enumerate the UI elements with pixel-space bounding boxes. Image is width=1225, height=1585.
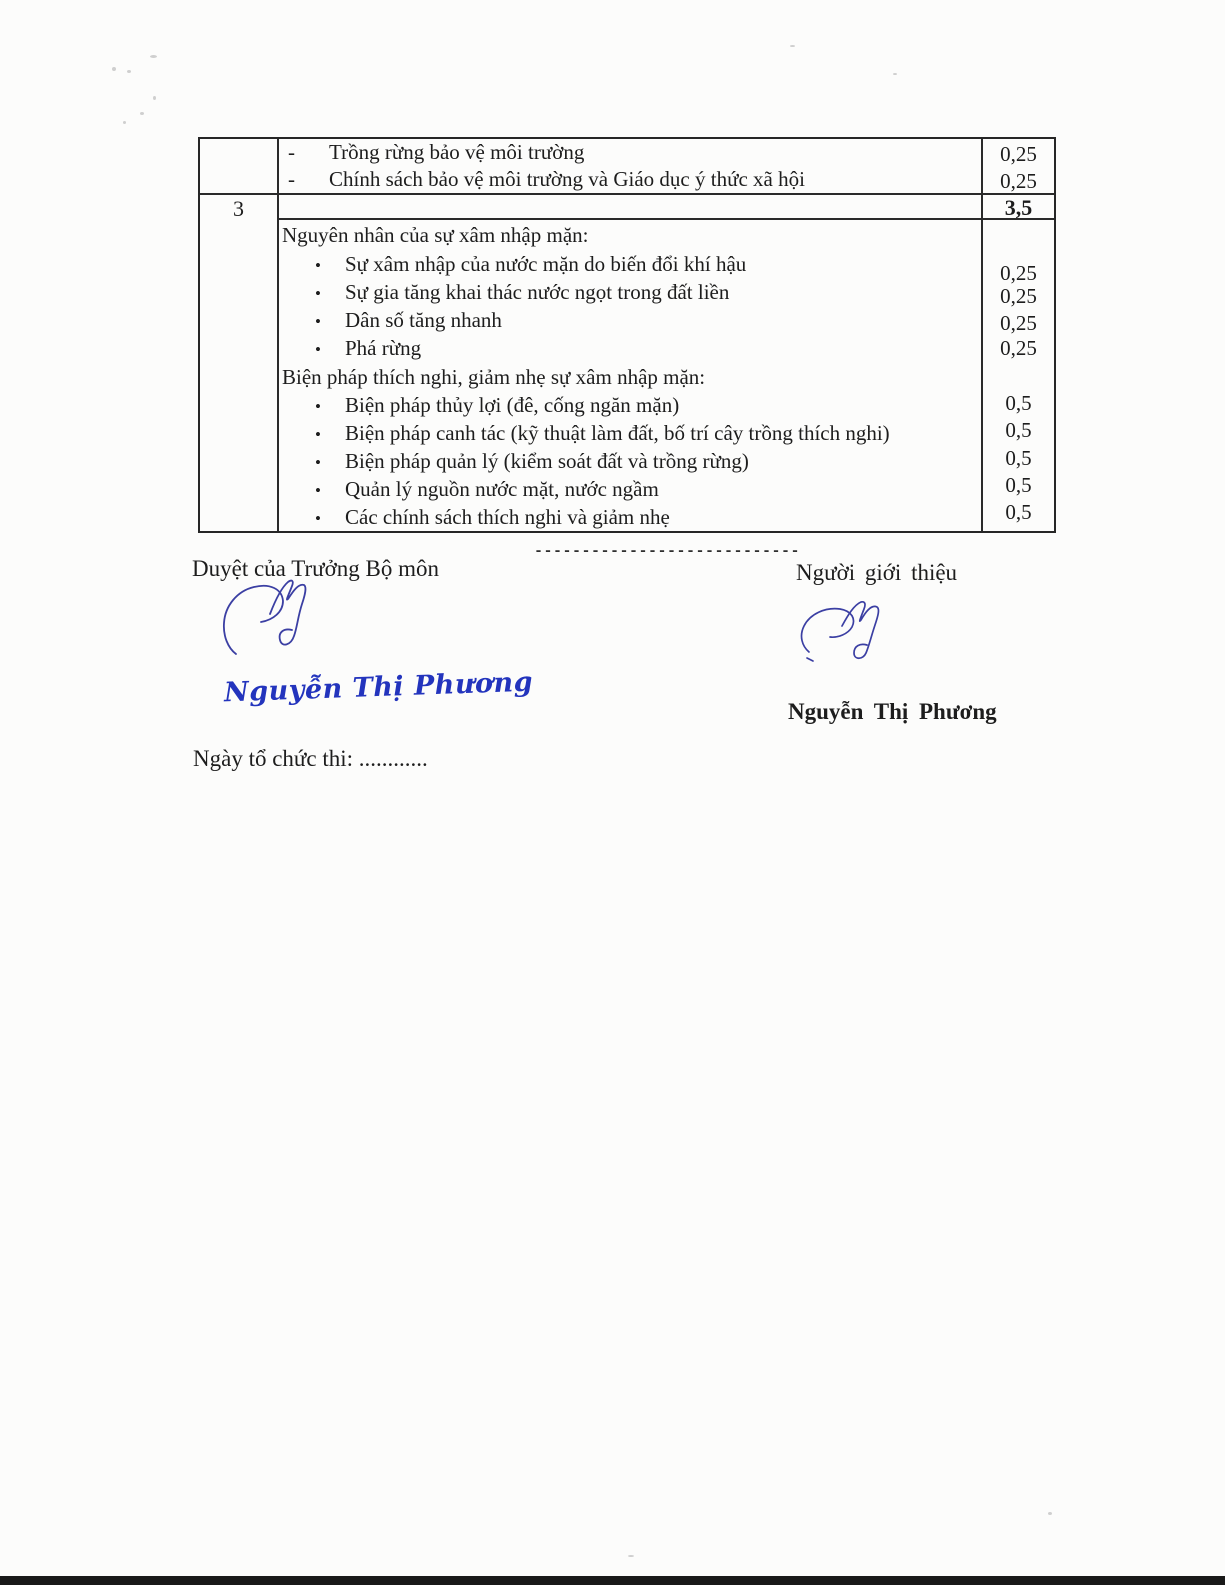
scan-edge-band [0, 1576, 1225, 1585]
dash-marker: - [288, 167, 295, 191]
row-text: Dân số tăng nhanh [345, 308, 502, 332]
score-value: 0,5 [1005, 391, 1032, 415]
row-text: Quản lý nguồn nước mặt, nước ngầm [345, 477, 659, 501]
dash-marker: - [288, 140, 295, 164]
scan-speck [140, 112, 144, 115]
table-row [279, 336, 977, 362]
scan-speck [790, 45, 795, 47]
score-value: 0,5 [1005, 446, 1032, 470]
scan-speck [628, 1555, 634, 1557]
row-text: Sự xâm nhập của nước mặn do biến đổi khí hậu [345, 252, 747, 276]
table-row [279, 308, 977, 334]
row-text: Biện pháp thủy lợi (đê, cống ngăn mặn) [345, 393, 680, 417]
question-number: 3 [233, 196, 244, 221]
printed-name-right: Nguyễn Thị Phương [788, 699, 997, 724]
score-value: 0,25 [1000, 169, 1037, 193]
approval-right-title: Người giới thiệu [796, 560, 958, 585]
approval-left-title: Duyệt của Trưởng Bộ môn [192, 556, 439, 581]
score-value: 0,25 [1000, 336, 1037, 360]
bullet-icon: • [315, 397, 321, 416]
signature-right [797, 600, 907, 666]
table-row [279, 421, 977, 447]
scan-speck [112, 67, 116, 71]
handwritten-name-left: Nguyễn Thị Phương [223, 666, 534, 709]
table-row [279, 280, 977, 306]
row-text: Phá rừng [345, 336, 422, 360]
table-row [279, 140, 977, 166]
signature-left [220, 578, 340, 660]
scan-speck [893, 73, 897, 75]
bullet-icon: • [315, 256, 321, 275]
dashed-separator: ---------------------------- [534, 543, 801, 560]
bullet-icon: • [315, 453, 321, 472]
scan-speck [1048, 1512, 1052, 1515]
bullet-icon: • [315, 509, 321, 528]
row-text: Các chính sách thích nghi và giảm nhẹ [345, 505, 670, 529]
row-text: Biện pháp quản lý (kiểm soát đất và trồng rừng) [345, 449, 749, 473]
score-value: 0,25 [1000, 261, 1037, 285]
bullet-icon: • [315, 284, 321, 303]
table-row-divider [200, 193, 1054, 195]
bullet-icon: • [315, 312, 321, 331]
question-total-score: 3,5 [1004, 195, 1033, 220]
score-table [198, 137, 1056, 533]
score-value: 0,5 [1005, 418, 1032, 442]
score-value: 0,25 [1000, 284, 1037, 308]
table-row [279, 393, 977, 419]
bullet-icon: • [315, 481, 321, 500]
scan-speck [127, 70, 131, 73]
score-value: 0,25 [1000, 142, 1037, 166]
bullet-icon: • [315, 425, 321, 444]
row-text: Chính sách bảo vệ môi trường và Giáo dục ý thức xã hội [329, 167, 805, 191]
exam-date-line: Ngày tổ chức thi: ............ [193, 746, 428, 771]
measures-heading: Biện pháp thích nghi, giảm nhẹ sự xâm nhập mặn: [282, 365, 706, 389]
scan-speck [153, 96, 156, 100]
bullet-icon: • [315, 340, 321, 359]
causes-heading: Nguyên nhân của sự xâm nhập mặn: [282, 223, 589, 247]
table-row [279, 167, 977, 193]
table-row [279, 477, 977, 503]
score-value: 0,5 [1005, 473, 1032, 497]
scan-speck [150, 55, 157, 58]
table-row [279, 252, 977, 278]
row-text: Sự gia tăng khai thác nước ngọt trong đất liền [345, 280, 730, 304]
row-text: Biện pháp canh tác (kỹ thuật làm đất, bố trí cây trồng thích nghi) [345, 421, 890, 445]
scan-speck [123, 121, 126, 124]
row-text: Trồng rừng bảo vệ môi trường [329, 140, 585, 164]
table-subrow-divider [277, 218, 1054, 220]
table-row [279, 449, 977, 475]
score-value: 0,25 [1000, 311, 1037, 335]
table-row [279, 505, 977, 531]
score-value: 0,5 [1005, 500, 1032, 524]
